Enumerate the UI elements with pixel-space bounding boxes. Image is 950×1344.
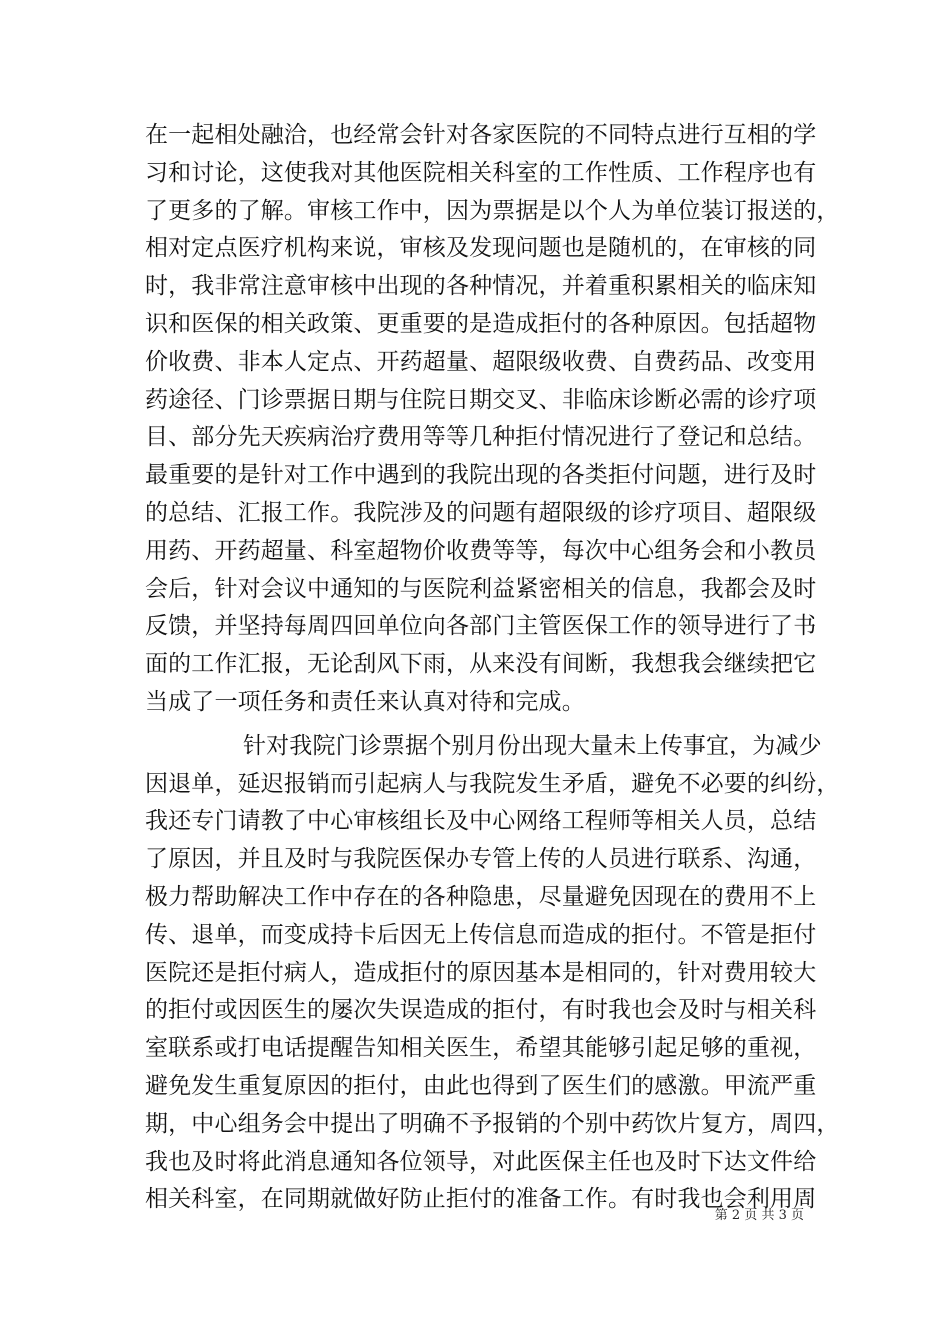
text-line: 时，我非常注意审核中出现的各种情况，并着重积累相关的临床知 xyxy=(145,273,817,300)
text-line: 用药、开药超量、科室超物价收费等等，每次中心组务会和小教员 xyxy=(145,537,817,564)
text-line: 目、部分先天疾病治疗费用等等几种拒付情况进行了登记和总结。 xyxy=(145,424,817,451)
body-text xyxy=(145,117,840,1219)
text-line: 反馈，并坚持每周四回单位向各部门主管医保工作的领导进行了书 xyxy=(145,613,817,640)
text-line: 习和讨论，这使我对其他医院相关科室的工作性质、工作程序也有 xyxy=(145,159,817,186)
text-line: 医院还是拒付病人，造成拒付的原因基本是相同的，针对费用较大 xyxy=(145,959,817,986)
text-line: 的拒付或因医生的屡次失误造成的拒付，有时我也会及时与相关科 xyxy=(145,997,817,1024)
text-line: 最重要的是针对工作中遇到的我院出现的各类拒付问题，进行及时 xyxy=(145,462,817,489)
text-line: 会后，针对会议中通知的与医院利益紧密相关的信息，我都会及时 xyxy=(145,575,817,602)
text-line: 极力帮助解决工作中存在的各种隐患，尽量避免因现在的费用不上 xyxy=(145,883,817,910)
text-line: 针对我院门诊票据个别月份出现大量未上传事宜，为减少 xyxy=(243,732,822,759)
text-line: 传、退单，而变成持卡后因无上传信息而造成的拒付。不管是拒付 xyxy=(145,921,817,948)
text-line: 了更多的了解。审核工作中，因为票据是以个人为单位装订报送的， xyxy=(145,197,840,224)
text-line: 的总结、汇报工作。我院涉及的问题有超限级的诊疗项目、超限级 xyxy=(145,499,817,526)
page-footer: 第 2 页 共 3 页 xyxy=(714,1208,804,1223)
text-line: 面的工作汇报，无论刮风下雨，从来没有间断，我想我会继续把它 xyxy=(145,651,817,678)
text-line: 相对定点医疗机构来说，审核及发现问题也是随机的，在审核的同 xyxy=(145,235,817,262)
text-line: 识和医保的相关政策、更重要的是造成拒付的各种原因。包括超物 xyxy=(145,310,817,337)
text-line: 期，中心组务会中提出了明确不予报销的个别中药饮片复方，周四， xyxy=(145,1110,840,1137)
text-line: 在一起相处融洽，也经常会针对各家医院的不同特点进行互相的学 xyxy=(145,122,817,148)
text-line: 因退单，延迟报销而引起病人与我院发生矛盾，避免不必要的纠纷， xyxy=(145,770,840,797)
text-line: 当成了一项任务和责任来认真对待和完成。 xyxy=(145,688,585,715)
text-line: 价收费、非本人定点、开药超量、超限级收费、自费药品、改变用 xyxy=(145,348,817,375)
text-line: 我也及时将此消息通知各位领导，对此医保主任也及时下达文件给 xyxy=(145,1148,817,1175)
text-line: 了原因，并且及时与我院医保办专管上传的人员进行联系、沟通， xyxy=(145,846,817,873)
text-line: 避免发生重复原因的拒付，由此也得到了医生们的感激。甲流严重 xyxy=(145,1072,817,1099)
text-line: 相关科室，在同期就做好防止拒付的准备工作。有时我也会利用周 xyxy=(145,1186,817,1213)
text-line: 我还专门请教了中心审核组长及中心网络工程师等相关人员，总结 xyxy=(145,808,817,835)
text-line: 药途径、门诊票据日期与住院日期交叉、非临床诊断必需的诊疗项 xyxy=(145,386,817,413)
text-line: 室联系或打电话提醒告知相关医生，希望其能够引起足够的重视， xyxy=(145,1035,817,1062)
